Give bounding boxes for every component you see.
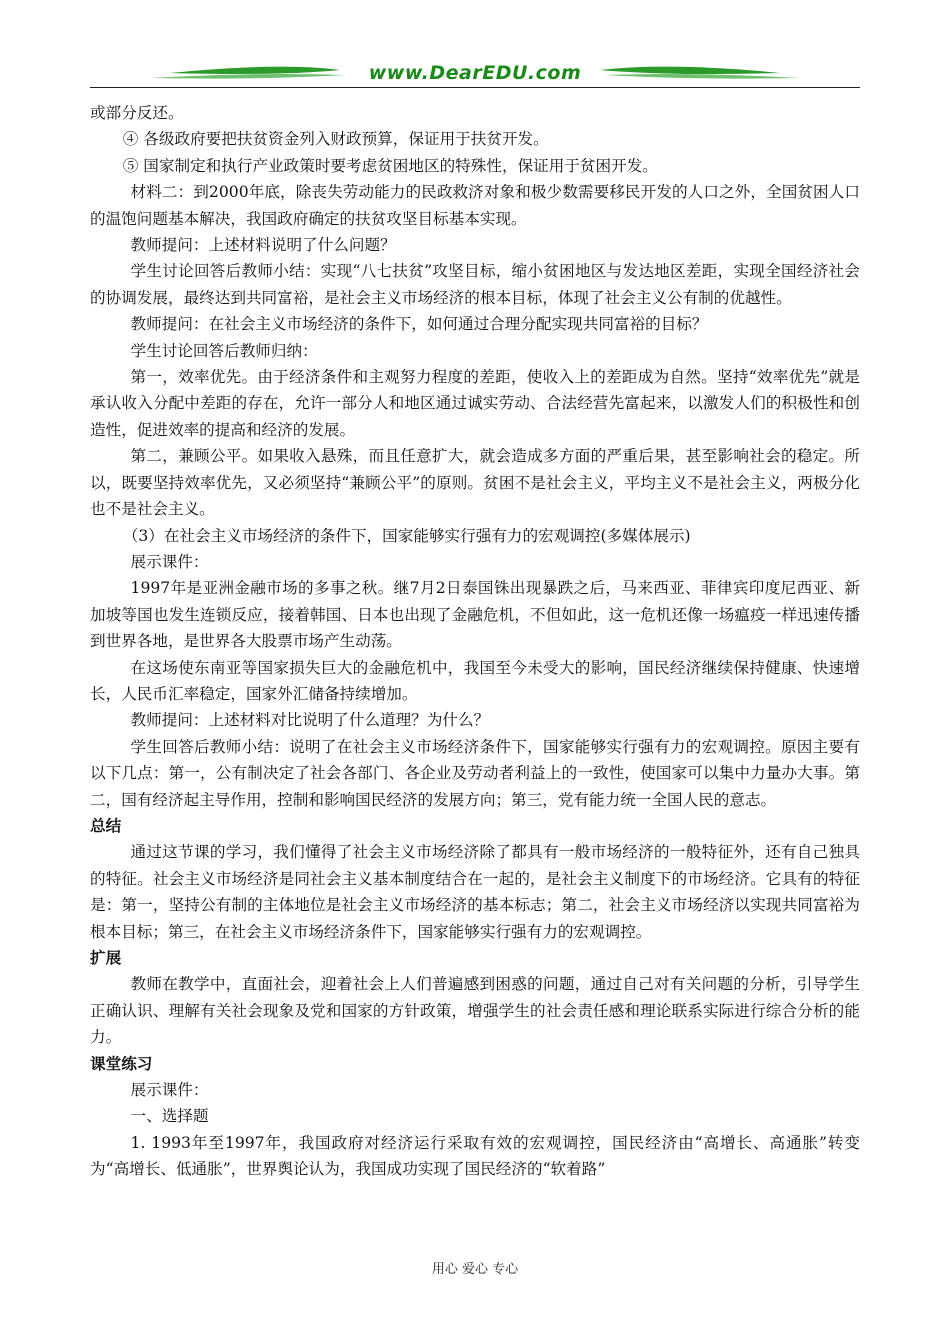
exercise-line: 展示课件： — [130, 1081, 209, 1100]
paragraph: （3）在社会主义市场经济的条件下，国家能够实行强有力的宏观调控(多媒体展示) — [122, 526, 691, 545]
extension-paragraph: 教师在教学中，直面社会，迎着社会上人们普遍感到困惑的问题，通过自己对有关问题的分析，引导学生正确认识、理解有关社会现象及党和国家的方针政策，增强学生的社会责任感和理论联系实际进行综合分析的能力。 — [90, 975, 860, 1047]
paragraph: ⑤ 国家制定和执行产业政策时要考虑贫困地区的特殊性，保证用于贫困开发。 — [122, 156, 658, 175]
page-header — [90, 56, 860, 92]
paragraph: 材料二：到2000年底，除丧失劳动能力的民政救济对象和极少数需要移民开发的人口之外，全国贫困人口的温饱问题基本解决，我国政府确定的扶贫攻坚目标基本实现。 — [90, 183, 860, 228]
paragraph: ④ 各级政府要把扶贫资金列入财政预算，保证用于扶贫开发。 — [122, 130, 549, 149]
paragraph: 教师提问：上述材料对比说明了什么道理？为什么？ — [130, 711, 490, 730]
paragraph: 教师提问：在社会主义市场经济的条件下，如何通过合理分配实现共同富裕的目标？ — [130, 315, 708, 334]
exercise-heading: 课堂练习 — [90, 1054, 153, 1073]
paragraph: 或部分反还。 — [90, 104, 184, 122]
paragraph: 第一，效率优先。由于经济条件和主观努力程度的差距，使收入上的差距成为自然。坚持“效率优先”就是承认收入分配中差距的存在，允许一部分人和地区通过诚实劳动、合法经营先富起来，以激发人们的积极性和创造性，促进效率的提高和经济的发展。 — [90, 368, 860, 439]
paragraph: 在这场使东南亚等国家损失巨大的金融危机中，我国至今未受大的影响，国民经济继续保持健康、快速增长，人民币汇率稳定，国家外汇储备持续增加。 — [90, 658, 860, 703]
extension-heading: 扩展 — [90, 949, 122, 967]
paragraph: 学生讨论回答后教师小结：实现“八七扶贫”攻坚目标，缩小贫困地区与发达地区差距，实现全国经济社会的协调发展，最终达到共同富裕，是社会主义市场经济的根本目标，体现了社会主义公有制的优越性。 — [90, 262, 860, 307]
exercise-question: 1. 1993年至1997年，我国政府对经济运行采取有效的宏观调控，国民经济由“高增长、高通胀”转变为“高增长、低通胀”，世界舆论认为，我国成功实现了国民经济的“软着路” — [90, 1133, 860, 1179]
paragraph: 展示课件： — [130, 552, 209, 571]
exercise-line: 一、选择题 — [130, 1107, 209, 1126]
paragraph: 第二，兼顾公平。如果收入悬殊，而且任意扩大，就会造成多方面的严重后果，甚至影响社会的稳定。所以，既要坚持效率优先，又必须坚持“兼顾公平”的原则。贫困不是社会主义，平均主义不是社会主义，两极分化也不是社会主义。 — [90, 447, 860, 519]
paragraph: 学生回答后教师小结：说明了在社会主义市场经济条件下，国家能够实行强有力的宏观调控。原因主要有以下几点：第一，公有制决定了社会各部门、各企业及劳动者利益上的一致性，使国家可以集中力量办大事。第二，国有经济起主导作用，控制和影响国民经济的发展方向；第三，党有能力统一全国人民的意志。 — [90, 737, 860, 809]
paragraph: 教师提问：上述材料说明了什么问题？ — [130, 236, 396, 255]
summary-heading: 总结 — [90, 816, 122, 835]
header-divider — [90, 87, 860, 88]
paragraph: 1997年是亚洲金融市场的多事之秋。继7月2日泰国铢出现暴跌之后，马来西亚、菲律宾印度尼西亚、新加坡等国也发生连锁反应，接着韩国、日本也出现了金融危机，不但如此，这一危机还像一场瘟疫一样迅速传播到世界各地，是世界各大股票市场产生动荡。 — [90, 579, 860, 651]
site-logo-text: www.DearEDU.com — [368, 62, 582, 84]
paragraph: 学生讨论回答后教师归纳： — [130, 341, 318, 360]
document-body — [90, 100, 860, 1183]
summary-paragraph: 通过这节课的学习，我们懂得了社会主义市场经济除了都具有一般市场经济的一般特征外，还有自己独具的特征。社会主义市场经济是同社会主义基本制度结合在一起的，是社会主义制度下的市场经济。它具有的特征是：第一，坚持公有制的主体地位是社会主义市场经济的基本标志；第二，社会主义市场经济以实现共同富裕为根本目标；第三，在社会主义市场经济条件下，国家能够实行强有力的宏观调控。 — [90, 843, 860, 941]
page-footer: 用心 爱心 专心 — [431, 1262, 519, 1277]
